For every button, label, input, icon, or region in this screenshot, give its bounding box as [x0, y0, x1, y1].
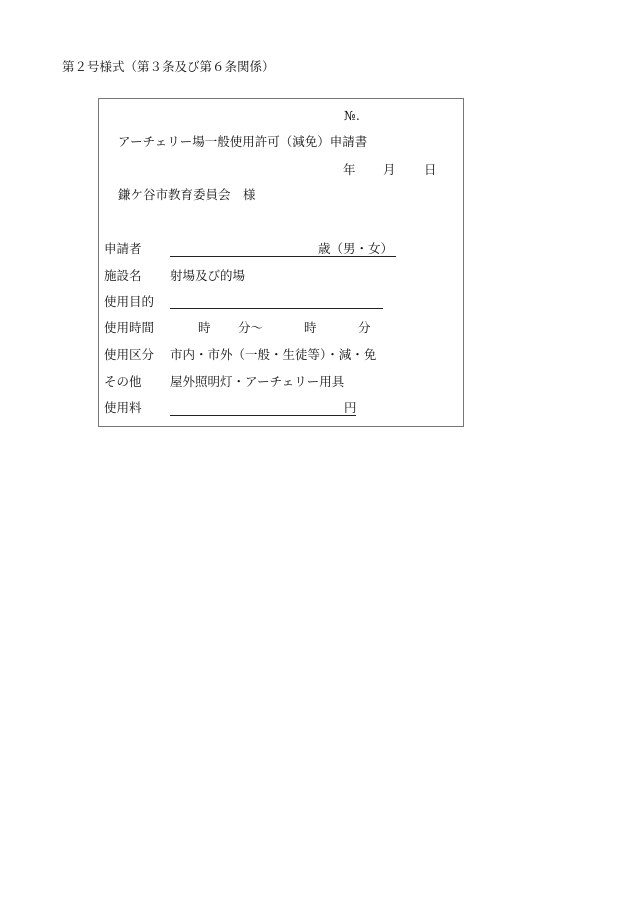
category-label: 使用区分: [104, 347, 155, 362]
category-value: 市内・市外（一般・生徒等）・減・免: [170, 347, 377, 362]
applicant-age-gender: 歳（男・女）: [318, 241, 394, 256]
time-label: 使用時間: [104, 320, 155, 335]
time-end-minute: 分: [358, 320, 371, 335]
date-month-label: 月: [383, 162, 396, 177]
fee-yen: 円: [344, 400, 357, 415]
form-number: 第２号様式（第３条及び第６条関係）: [62, 59, 275, 74]
other-label: その他: [104, 374, 142, 389]
time-start-minute: 分～: [238, 320, 264, 335]
applicant-label: 申請者: [104, 241, 142, 256]
date-day-label: 日: [424, 162, 437, 177]
facility-label: 施設名: [104, 268, 142, 283]
addressee: 鎌ケ谷市教育委員会 様: [118, 187, 256, 202]
date-year-label: 年: [343, 162, 356, 177]
time-end-hour: 時: [304, 320, 317, 335]
applicant-underline: [170, 256, 396, 257]
other-value: 屋外照明灯・アーチェリー用具: [170, 374, 345, 389]
time-start-hour: 時: [198, 320, 211, 335]
form-title: アーチェリー場一般使用許可（減免）申請書: [118, 134, 368, 149]
purpose-label: 使用目的: [104, 294, 155, 309]
fee-underline: [170, 415, 356, 416]
fee-label: 使用料: [104, 400, 142, 415]
facility-value: 射場及び的場: [170, 268, 246, 283]
number-label: №.: [344, 108, 360, 123]
purpose-underline: [170, 308, 383, 309]
